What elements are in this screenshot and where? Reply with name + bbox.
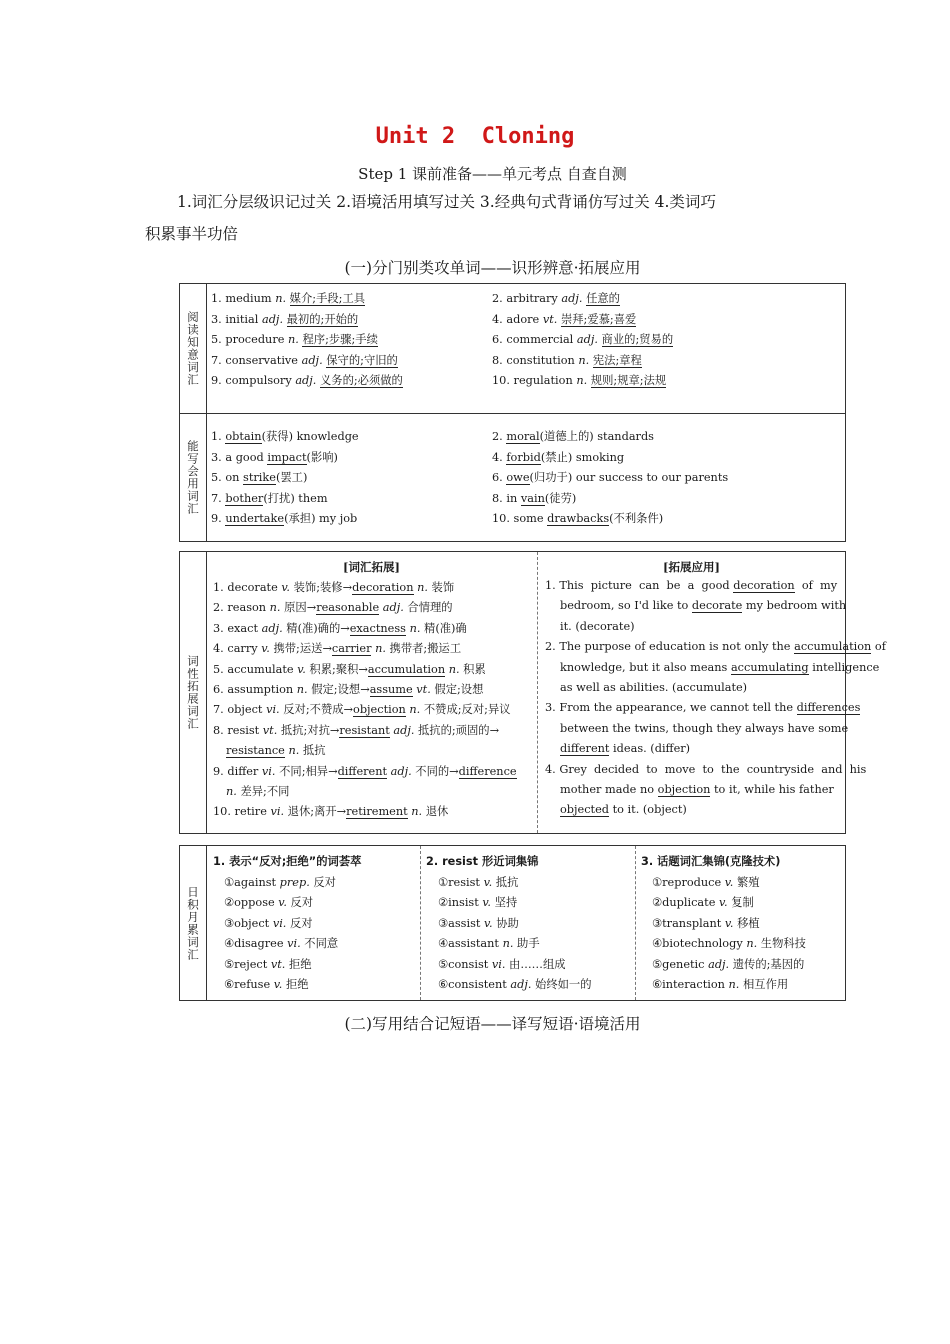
application-line [545, 698, 861, 719]
extension-text: v. [297, 662, 306, 676]
extension-text: 假定;设想→ [307, 683, 370, 696]
writing-suffix: (获得) knowledge [261, 430, 359, 443]
daily-text: 坚持 [491, 896, 518, 910]
writing-prefix: 9. [211, 512, 226, 526]
daily-text: ③assist [438, 916, 484, 930]
extension-text: 不同;相异→ [275, 764, 338, 778]
application-text: decorate [691, 599, 743, 613]
daily-item [438, 894, 517, 910]
extension-text: n. [296, 683, 308, 696]
daily-text: 繁殖 [733, 876, 760, 889]
writing-suffix: (徒劳) [544, 491, 577, 505]
daily-text: 始终如一的 [531, 978, 592, 991]
extension-text: 积累 [459, 662, 486, 676]
daily-text: ⑥consistent [438, 978, 511, 991]
reading-item [492, 331, 673, 347]
extension-text: objection [353, 703, 406, 717]
daily-text: adj. [708, 957, 730, 971]
writing-item [492, 469, 728, 485]
extension-text: n. [269, 601, 281, 615]
column-divider-1 [420, 846, 421, 1000]
reading-word: 7. conservative [211, 353, 302, 367]
extension-line [226, 742, 326, 758]
daily-text: 由……组成 [505, 957, 566, 971]
daily-item [438, 976, 592, 992]
reading-item [492, 352, 642, 368]
extension-text: n. [375, 642, 386, 656]
extension-text: vt. [416, 683, 431, 696]
extension-text: 不同的→ [411, 764, 459, 778]
extension-text: 9. differ [213, 764, 262, 778]
reading-word: 2. arbitrary [492, 292, 562, 305]
daily-item [438, 915, 519, 931]
application-text: decoration [733, 579, 795, 592]
daily-text: ⑥refuse [224, 978, 274, 991]
daily-text: 反对 [286, 916, 313, 930]
application-text: knowledge, but it also means [560, 660, 731, 674]
daily-text: ③object [224, 916, 273, 930]
extension-line [213, 701, 511, 717]
reading-item [492, 311, 636, 327]
daily-label-cell [180, 846, 207, 1000]
extension-text: 10. retire [213, 805, 271, 819]
writing-prefix: 6. [492, 471, 507, 485]
writing-answer: owe [506, 471, 530, 485]
writing-prefix: 10. some [492, 512, 548, 526]
daily-text: ④disagree [224, 937, 288, 951]
reading-item [211, 331, 378, 347]
application-line [560, 617, 840, 638]
extension-line [213, 579, 454, 595]
daily-text: v. [482, 896, 491, 910]
extension-text: decoration [352, 581, 414, 594]
extension-text: n. [409, 621, 421, 635]
intro-line-1: 1.词汇分层级识记过关 2.语境活用填写过关 3.经典句式背诵仿写过关 4.类词巧 [177, 193, 716, 211]
daily-text: 遗传的;基因的 [729, 957, 805, 971]
daily-text: ①resist [438, 876, 484, 889]
daily-text: v. [724, 916, 734, 930]
extension-line [213, 661, 486, 677]
intro-paragraph [145, 186, 815, 250]
application-text: ideas. (differ) [609, 742, 691, 756]
extension-text: 携带;运送→ [269, 642, 332, 656]
application-text: bedroom, so I'd like to [560, 599, 692, 613]
reading-meaning: 宪法;章程 [592, 353, 642, 367]
daily-text: v. [484, 916, 493, 930]
writing-item [492, 490, 576, 506]
reading-item [211, 290, 365, 306]
intro-line-2: 积累事半功倍 [145, 225, 239, 243]
daily-text: 助手 [513, 937, 540, 951]
reading-pos: adj. [295, 374, 317, 388]
extension-text: 精(准)确的→ [282, 621, 350, 635]
daily-text: 相互作用 [739, 978, 789, 991]
reading-word: 8. constitution [492, 353, 579, 367]
extension-line [213, 640, 461, 656]
reading-label: 阅读知意词汇 [186, 311, 200, 386]
extension-text: 装饰;装修→ [290, 581, 353, 594]
extension-text: 假定;设想 [430, 683, 484, 696]
application-line [560, 780, 840, 801]
daily-text: adj. [510, 978, 532, 991]
writing-answer: drawbacks [547, 512, 610, 526]
daily-text: 反对 [286, 896, 314, 910]
writing-item [211, 510, 357, 526]
reading-meaning: 任意的 [586, 292, 620, 305]
writing-answer: strike [243, 471, 276, 485]
reading-pos: adj. [261, 312, 284, 326]
extension-text: 4. carry [213, 642, 262, 656]
reading-word: 9. compulsory [211, 374, 296, 388]
daily-text: ⑤consist [438, 957, 492, 971]
daily-item [224, 874, 336, 890]
daily-col1-head: 1. 表示“反对;拒绝”的词荟萃 [213, 855, 362, 868]
daily-label: 日积月累词汇 [186, 885, 200, 961]
extension-text: adj. [390, 764, 412, 778]
application-text: it. (decorate) [560, 619, 635, 633]
daily-text: ①against [224, 876, 280, 889]
extension-text: retirement [346, 805, 408, 819]
application-line [560, 596, 847, 617]
writing-answer: forbid [506, 450, 541, 464]
extension-text: assume [369, 683, 413, 696]
vocab-box-3 [179, 845, 846, 1001]
application-text: differences [796, 701, 861, 715]
daily-item [652, 894, 754, 910]
writing-prefix: 5. on [211, 471, 244, 485]
application-text: 4. Grey decided to move to the countryside and his [545, 762, 867, 776]
daily-text: ⑥interaction [652, 978, 729, 991]
extension-line [213, 599, 453, 615]
writing-prefix: 7. [211, 491, 226, 505]
reading-word: 4. adore [492, 312, 543, 326]
daily-text: ②insist [438, 896, 483, 910]
extension-label: 词性拓展词汇 [186, 655, 200, 730]
reading-word: 5. procedure [211, 333, 288, 347]
extension-text: 1. decorate [213, 581, 282, 594]
daily-text: ④assistant [438, 937, 503, 951]
extension-text: 精(准)确 [420, 621, 467, 635]
daily-item [224, 956, 312, 972]
daily-text: vi. [287, 937, 301, 951]
daily-item [652, 935, 806, 951]
extension-text: carrier [331, 642, 372, 656]
daily-text: ①reproduce [652, 876, 725, 889]
extension-text: 反对;不赞成→ [279, 703, 354, 717]
extension-line [213, 722, 499, 738]
application-text: between the twins, though they always have some [560, 721, 849, 735]
daily-item [224, 894, 313, 910]
reading-pos: n. [288, 333, 299, 347]
daily-text: 抵抗 [492, 876, 519, 889]
reading-meaning: 规则;规章;法规 [590, 374, 667, 388]
application-line [545, 576, 840, 597]
daily-text: ⑤genetic [652, 957, 709, 971]
extension-line [213, 681, 483, 697]
reading-item [492, 372, 666, 388]
application-text: as well as abilities. (accumulate) [560, 681, 748, 694]
extension-text: adj. [393, 723, 415, 737]
application-text: accumulating [730, 660, 809, 674]
column-divider [537, 552, 538, 833]
extension-text: 原因→ [280, 601, 317, 615]
extension-text: 携带者;搬运工 [385, 642, 462, 656]
step-heading: Step 1 课前准备——单元考点 自查自测 [358, 165, 627, 183]
extension-text: 积累;聚积→ [305, 662, 368, 676]
extension-text: n. [288, 744, 300, 758]
reading-item [211, 352, 398, 368]
writing-item [211, 490, 328, 506]
extension-text: 2. reason [213, 601, 270, 615]
daily-text: 生物科技 [757, 937, 806, 951]
daily-text: 不同意 [300, 937, 339, 951]
extension-left-head: [词汇拓展] [343, 560, 400, 574]
daily-col2-head: 2. resist 形近词集锦 [426, 855, 539, 868]
daily-item [224, 935, 338, 951]
extension-line [213, 620, 467, 636]
daily-item [224, 976, 309, 992]
reading-item [492, 290, 620, 306]
application-line [560, 658, 880, 679]
extension-text: v. [281, 581, 291, 594]
section-1-title: (一)分门别类攻单词——识形辨意·拓展应用 [344, 259, 641, 277]
writing-answer: moral [506, 430, 540, 443]
extension-text: 抵抗 [299, 744, 326, 758]
writing-answer: bother [225, 491, 264, 505]
daily-text: ⑤reject [224, 957, 271, 971]
extension-label-cell [180, 552, 207, 833]
daily-text: v. [724, 876, 734, 889]
extension-text: 抵抗的;顽固的→ [414, 723, 500, 737]
extension-text: n. [448, 662, 460, 676]
extension-text: n. [411, 805, 423, 819]
application-line [545, 760, 867, 781]
daily-text: ④biotechnology [652, 937, 747, 951]
extension-text: adj. [261, 621, 283, 635]
application-line [560, 739, 840, 760]
writing-label-cell [180, 413, 207, 541]
extension-text: 3. exact [213, 621, 262, 635]
writing-suffix: (道德上的) standards [539, 430, 654, 443]
application-line [560, 800, 840, 821]
reading-meaning: 商业的;贸易的 [601, 333, 674, 347]
vocab-box-2 [179, 551, 886, 834]
extension-text: reasonable [316, 601, 380, 615]
daily-item [438, 956, 566, 972]
application-text: my bedroom with [742, 599, 847, 613]
reading-pos: vt. [542, 312, 558, 326]
extension-text: 退休;离开→ [284, 805, 347, 819]
daily-item [224, 915, 313, 931]
daily-text: n. [502, 937, 514, 951]
writing-suffix: (影响) [306, 450, 338, 464]
extension-text: adj. [382, 601, 404, 615]
writing-suffix: (禁止) smoking [540, 450, 625, 464]
writing-item [492, 510, 663, 526]
writing-item [211, 449, 338, 465]
writing-suffix: (罢工) [275, 471, 308, 485]
writing-item [211, 428, 359, 444]
writing-answer: vain [520, 491, 545, 505]
application-text: 3. From the appearance, we cannot tell the [545, 701, 797, 715]
extension-text: difference [458, 764, 517, 778]
daily-text: v. [483, 876, 493, 889]
reading-pos: n. [576, 374, 588, 388]
reading-pos: adj. [561, 292, 583, 305]
daily-text: ②duplicate [652, 896, 719, 910]
daily-text: 拒绝 [285, 957, 312, 971]
application-text: to it, while his father [710, 783, 834, 796]
daily-item [438, 935, 540, 951]
extension-text: vi. [261, 764, 276, 778]
writing-suffix: (归功于) our success to our parents [529, 471, 729, 485]
extension-text: n. [226, 785, 237, 798]
extension-text: 退休 [422, 805, 449, 819]
extension-line [213, 803, 448, 819]
writing-prefix: 4. [492, 450, 507, 464]
extension-text: different [337, 764, 388, 778]
extension-text: 合情理的 [403, 601, 453, 615]
extension-line [226, 783, 289, 799]
reading-item [211, 311, 358, 327]
extension-text: vi. [270, 805, 285, 819]
extension-text: resistant [339, 723, 390, 737]
daily-text: vi. [491, 957, 506, 971]
extension-text: 抵抗;对抗→ [277, 723, 340, 737]
application-text: intelligence [808, 660, 880, 674]
daily-text: 反对 [309, 876, 336, 889]
daily-text: vt. [270, 957, 286, 971]
writing-item [492, 428, 654, 444]
extension-text: exactness [349, 621, 406, 635]
extension-text: vi. [266, 703, 280, 717]
writing-suffix: (不利条件) [609, 512, 664, 526]
reading-meaning: 媒介;手段;工具 [289, 292, 366, 305]
reading-word: 1. medium [211, 292, 276, 305]
extension-text: vt. [262, 723, 278, 737]
extension-text: 8. resist [213, 723, 263, 737]
extension-text: 差异;不同 [236, 785, 290, 798]
writing-answer: impact [267, 450, 307, 464]
daily-text: v. [278, 896, 287, 910]
extension-text: 5. accumulate [213, 662, 298, 676]
daily-text: vi. [272, 916, 287, 930]
daily-text: 复制 [727, 896, 754, 910]
daily-text: v. [718, 896, 728, 910]
writing-answer: obtain [225, 430, 262, 443]
reading-pos: n. [578, 353, 590, 367]
daily-item [652, 874, 760, 890]
reading-item [211, 372, 403, 388]
extension-line [213, 763, 517, 779]
writing-answer: undertake [225, 512, 285, 526]
writing-item [492, 449, 624, 465]
unit-title: Unit 2 Cloning [375, 124, 575, 149]
reading-meaning: 崇拜;爱慕;喜爱 [560, 312, 637, 326]
application-text: mother made no [560, 783, 658, 796]
writing-suffix: (打扰) them [263, 491, 328, 505]
extension-right-head: [拓展应用] [663, 560, 720, 574]
daily-text: v. [273, 978, 283, 991]
daily-col3-head: 3. 话题词汇集锦(克隆技术) [641, 855, 781, 868]
daily-text: n. [746, 937, 758, 951]
writing-suffix: (承担) my job [284, 512, 358, 526]
daily-item [652, 976, 788, 992]
writing-prefix: 3. a good [211, 450, 268, 464]
daily-text: prep. [279, 876, 310, 889]
extension-text: 不赞成;反对;异议 [420, 703, 511, 717]
reading-word: 6. commercial [492, 333, 577, 347]
reading-label-cell [180, 284, 207, 413]
reading-pos: adj. [301, 353, 323, 367]
reading-meaning: 最初的;开始的 [286, 312, 359, 326]
application-text: of [871, 640, 886, 654]
daily-item [652, 956, 804, 972]
extension-text: v. [261, 642, 270, 656]
daily-item [438, 874, 518, 890]
daily-text: 协助 [492, 916, 519, 930]
extension-text: 6. assumption [213, 683, 297, 696]
application-line [560, 719, 849, 740]
reading-meaning: 程序;步骤;手续 [302, 333, 378, 347]
writing-prefix: 1. [211, 430, 226, 443]
application-text: accumulation [794, 640, 872, 654]
vocab-box-1 [179, 283, 846, 542]
application-line [545, 637, 886, 658]
application-text: objection [657, 783, 711, 796]
reading-pos: n. [275, 292, 287, 305]
reading-meaning: 保守的;守旧的 [326, 353, 398, 367]
writing-prefix: 2. [492, 430, 507, 443]
reading-word: 3. initial [211, 312, 262, 326]
daily-text: ②oppose [224, 896, 279, 910]
application-line [560, 678, 840, 699]
extension-text: accumulation [367, 662, 446, 676]
application-text: 1. This picture can be a good [545, 579, 734, 592]
extension-text: n. [409, 703, 421, 717]
daily-text: n. [728, 978, 740, 991]
extension-text: resistance [226, 744, 285, 758]
writing-label: 能写会用词汇 [186, 439, 200, 515]
section-2-title: (二)写用结合记短语——译写短语·语境活用 [344, 1015, 641, 1033]
application-text: objected [560, 803, 610, 817]
application-text: different [560, 742, 610, 756]
daily-text: 移植 [733, 916, 760, 930]
reading-pos: adj. [576, 333, 598, 347]
extension-text: 7. object [213, 703, 267, 717]
application-text: of my [794, 579, 838, 592]
column-divider-2 [635, 846, 636, 1000]
extension-text: n. [417, 581, 428, 594]
daily-text: ③transplant [652, 916, 725, 930]
daily-text: 拒绝 [282, 978, 309, 991]
application-text: 2. The purpose of education is not only the [545, 640, 795, 654]
writing-prefix: 8. in [492, 491, 521, 505]
daily-item [652, 915, 760, 931]
extension-text: 装饰 [427, 581, 455, 594]
writing-item [211, 469, 307, 485]
application-text: to it. (object) [609, 803, 687, 817]
reading-meaning: 义务的;必须做的 [319, 374, 403, 388]
divider [180, 413, 845, 414]
reading-word: 10. regulation [492, 374, 577, 388]
